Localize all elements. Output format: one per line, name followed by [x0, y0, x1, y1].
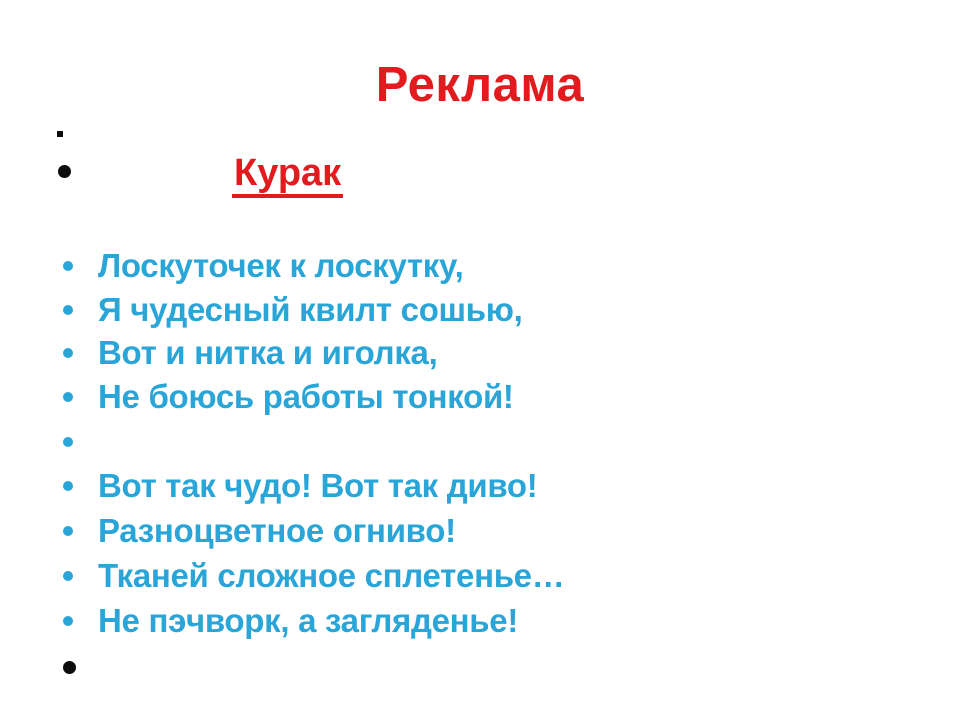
round-bullet-icon	[63, 661, 76, 674]
round-bullet-icon	[63, 392, 73, 402]
round-bullet-icon	[63, 261, 73, 271]
poem-line-empty	[63, 648, 101, 686]
poem-line	[63, 467, 537, 505]
poem-line-text: Разноцветное огниво!	[98, 512, 456, 549]
round-bullet-icon	[63, 526, 73, 536]
round-bullet-icon	[63, 616, 73, 626]
round-bullet-icon	[63, 305, 73, 315]
poem-line-text: Тканей сложное сплетенье…	[98, 557, 565, 594]
round-bullet-icon	[63, 437, 73, 447]
round-bullet-icon	[63, 348, 73, 358]
round-bullet-icon	[63, 571, 73, 581]
poem-line-text: Вот так чудо! Вот так диво!	[98, 467, 538, 504]
poem-line-text: Лоскуточек к лоскутку,	[98, 247, 464, 284]
square-bullet-icon	[57, 131, 63, 137]
poem-line-text: Не пэчворк, а загляденье!	[98, 602, 519, 639]
poem-line	[63, 334, 437, 372]
round-bullet-icon	[63, 481, 73, 491]
round-bullet-icon	[58, 165, 71, 178]
poem-line-empty	[63, 423, 98, 461]
poem-line	[63, 247, 463, 285]
slide-title: Реклама	[375, 58, 585, 112]
poem-line	[63, 602, 518, 640]
poem-line	[63, 291, 523, 329]
poem-line-text: Вот и нитка и иголка,	[98, 334, 438, 371]
poem-line	[63, 557, 564, 595]
slide-subtitle: Курак	[232, 153, 343, 198]
poem-line-text: Я чудесный квилт сошью,	[98, 291, 523, 328]
poem-line	[63, 378, 514, 416]
poem-line-text: Не боюсь работы тонкой!	[98, 378, 514, 415]
poem-line	[63, 512, 456, 550]
